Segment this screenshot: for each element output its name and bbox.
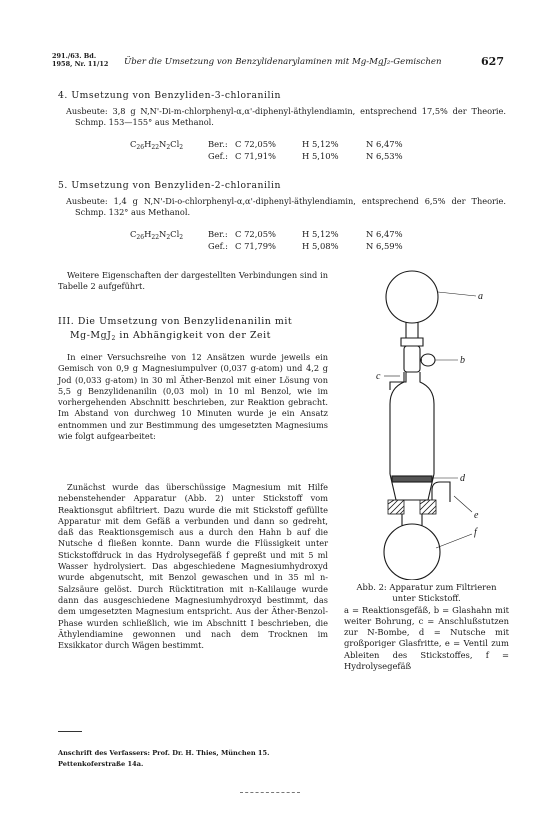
label-b: b <box>460 355 465 366</box>
footnote-rule <box>58 731 82 732</box>
gef-c: C 71,79% <box>235 241 277 251</box>
formula: $C_{26}H_{22}N_2Cl_2$ <box>130 229 184 241</box>
address-line-2: Pettenkoferstraße 14a. <box>58 760 144 768</box>
flask-f <box>384 524 440 580</box>
gef-n: N 6,53% <box>366 151 403 161</box>
gef-h: H 5,10% <box>302 151 339 161</box>
gef-h: H 5,08% <box>302 241 339 251</box>
label-c: c <box>376 371 381 382</box>
running-header <box>52 52 504 72</box>
issue-line: 1958, Nr. 11/12 <box>52 60 109 68</box>
volume-info <box>52 52 108 68</box>
gef-n: N 6,59% <box>366 241 403 251</box>
section-3-paragraph-2: Zunächst wurde das überschüssige Magnesium mit Hilfe nebenstehender Apparatur (Abb. 2) unter Stickstoff vom Reaktionsgut abfiltriert. Dazu wurde die mit Stickstoff gefüllte Apparatur mit dem Gefäß a verbunden und dann so gedreht, daß das Reaktionsgemisch aus a durch den Hahn b auf die Nutsche d fließen konnte. Dann wurde die Flüssigkeit unter Stickstoffdruck in das Hydrolysegefäß f gepreßt und mit 5 ml Wasser hydrolysiert. Das abgeschiedene Magnesiumhydroxyd wurde abgenutscht, mit Benzol gewaschen und in 35 ml n-Salzsäure gelöst. Durch Rücktitration mit n-Kalilauge wurde dann das ausgeschiedene Magnesiumhydroxyd bestimmt, das dem umgesetzten Magnesium entspricht. Aus der Äther-Benzol-Phase wurden schließlich, wie im Abschnitt I beschrieben, die Äthylendiamine gewonnen und nach dem Trocknen im Exsikkator durch Wägen bestimmt. <box>58 482 328 651</box>
frit-d <box>392 476 432 482</box>
gef-label: Gef.: <box>208 151 228 161</box>
section-3-heading-line1: III. Die Umsetzung von Benzylidenanilin mit <box>58 316 293 327</box>
gef-label: Gef.: <box>208 241 228 251</box>
flask-a <box>386 271 438 323</box>
address-line-1: Anschrift des Verfassers: Prof. Dr. H. Thies, München 15. <box>58 749 270 757</box>
ber-h: H 5,12% <box>302 229 339 239</box>
section-4-heading: 4. Umsetzung von Benzyliden-3-chloranilin <box>58 90 281 101</box>
gef-c: C 71,91% <box>235 151 277 161</box>
section-5-heading: 5. Umsetzung von Benzyliden-2-chloranilin <box>58 180 281 191</box>
section-3-heading-line2: Mg-MgJ$_2$ in Abhängigkeit von der Zeit <box>70 330 271 342</box>
caption-title: Abb. 2: Apparatur zum Filtrieren unter Stickstoff. <box>356 582 497 604</box>
author-address <box>58 748 328 770</box>
ber-n: N 6,47% <box>366 229 403 239</box>
section-5-analysis <box>130 229 450 255</box>
volume-line: 291./63. Bd. <box>52 52 97 60</box>
section-4-analysis <box>130 139 450 165</box>
ber-label: Ber.: <box>208 139 228 149</box>
further-properties: Weitere Eigenschaften der dargestellten Verbindungen sind in Tabelle 2 aufgeführt. <box>58 270 328 292</box>
label-e: e <box>474 510 479 521</box>
ber-h: H 5,12% <box>302 139 339 149</box>
figure-caption <box>344 582 509 672</box>
ber-c: C 72,05% <box>235 229 277 239</box>
section-4-text: Ausbeute: 3,8 g N,N'-Di-m-chlorphenyl-α,α'-diphenyl-äthylendiamin, entsprechend 17,5% der Theorie. Schmp. 153—155° aus Methanol. <box>66 106 506 128</box>
section-3-paragraph-1: In einer Versuchsreihe von 12 Ansätzen wurde jeweils ein Gemisch von 0,9 g Magnesiumpulver (0,037 g-atom) und 4,2 g Jod (0,033 g-atom) in 30 ml Äther-Benzol mit einer Lösung von 5,5 g Benzylidenanilin (0,03 mol) in 10 ml Benzol, wie im vorhergehenden Abschnitt beschrieben, zur Reaktion gebracht. Im Abstand von durchweg 10 Minuten wurde je ein Ansatz entnommen und zur Bestimmung des umgesetzten Magnesiums wie folgt aufgearbeitet: <box>58 352 328 442</box>
formula: $C_{26}H_{22}N_2Cl_2$ <box>130 139 184 151</box>
apparatus-figure <box>360 264 510 580</box>
label-f: f <box>474 527 477 538</box>
label-d: d <box>460 473 465 484</box>
running-title: Über die Umsetzung von Benzylidenarylaminen mit Mg-MgJ₂-Gemischen <box>124 57 442 67</box>
page-number: 627 <box>481 55 504 68</box>
section-5-text: Ausbeute: 1,4 g N,N'-Di-o-chlorphenyl-α,α'-diphenyl-äthylendiamin, entsprechend 6,5% der Theorie. Schmp. 132° aus Methanol. <box>66 196 506 218</box>
stopcock-b <box>421 354 435 366</box>
label-a: a <box>478 291 483 302</box>
caption-legend: a = Reaktionsgefäß, b = Glashahn mit weiter Bohrung, c = Anschlußstutzen zur N-Bombe, d = Nutsche mit großporiger Glasfritte, e = Ventil zum Ableiten des Stickstoffes, f = Hydrolysegefäß <box>344 604 509 672</box>
bottom-rule <box>240 792 300 793</box>
ber-c: C 72,05% <box>235 139 277 149</box>
ber-label: Ber.: <box>208 229 228 239</box>
ber-n: N 6,47% <box>366 139 403 149</box>
